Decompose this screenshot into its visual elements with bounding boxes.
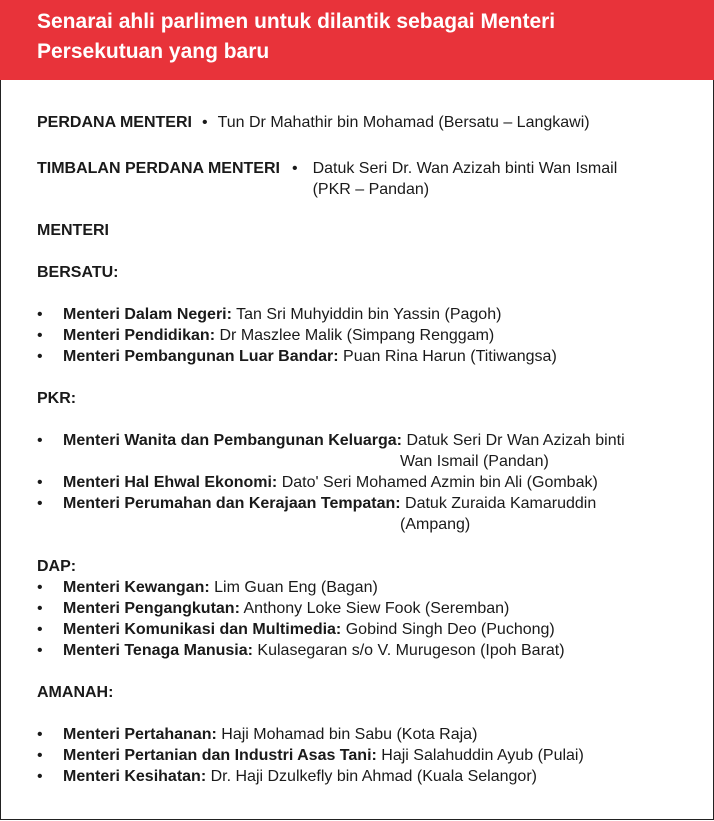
pkr-list: [37, 430, 697, 535]
list-item: [37, 346, 697, 367]
list-item: [37, 598, 697, 619]
page-title: Senarai ahli parlimen untuk dilantik sebagai Menteri Persekutuan yang baru: [37, 10, 556, 63]
list-item: [37, 304, 697, 325]
bersatu-heading: BERSATU:: [37, 264, 119, 281]
minister-name: Dr Maszlee Malik (Simpang Renggam): [219, 327, 495, 344]
bullet: •: [37, 474, 43, 491]
header-banner: [0, 0, 714, 80]
role-label: Menteri Hal Ehwal Ekonomi:: [63, 474, 278, 491]
role-label: Menteri Wanita dan Pembangunan Keluarga:: [63, 432, 403, 449]
pm-row: [37, 112, 697, 133]
list-item: [37, 325, 697, 346]
bullet: •: [37, 600, 43, 617]
role-label: Menteri Pengangkutan:: [63, 600, 240, 617]
pm-label: PERDANA MENTERI: [37, 114, 192, 131]
minister-name: Dr. Haji Dzulkefly bin Ahmad (Kuala Selangor): [210, 768, 537, 785]
role-label: Menteri Pendidikan:: [63, 327, 216, 344]
list-item: [37, 577, 697, 598]
bullet: •: [37, 579, 43, 596]
bullet: •: [37, 768, 43, 785]
bullet: •: [37, 432, 43, 449]
list-item: [37, 766, 697, 787]
minister-name: Tan Sri Muhyiddin bin Yassin (Pagoh): [236, 306, 502, 323]
dap-heading: DAP:: [37, 558, 77, 575]
list-item: [37, 619, 697, 640]
bullet: •: [37, 348, 43, 365]
bullet: •: [37, 621, 43, 638]
role-label: Menteri Pembangunan Luar Bandar:: [63, 348, 339, 365]
role-label: Menteri Perumahan dan Kerajaan Tempatan:: [63, 495, 401, 512]
minister-name: Haji Mohamad bin Sabu (Kota Raja): [221, 726, 478, 743]
menteri-heading: MENTERI: [37, 222, 109, 239]
minister-name: Datuk Seri Dr Wan Azizah binti: [406, 432, 625, 449]
dpm-name-line2: (PKR – Pandan): [312, 181, 430, 198]
dpm-name-line1: Datuk Seri Dr. Wan Azizah binti Wan Ismail: [312, 160, 618, 177]
list-item: [37, 724, 697, 745]
minister-name-cont: (Ampang): [400, 516, 471, 533]
bullet: •: [37, 327, 43, 344]
role-label: Menteri Dalam Negeri:: [63, 306, 232, 323]
list-item: [37, 745, 697, 766]
bullet: •: [37, 306, 43, 323]
bullet: •: [37, 642, 43, 659]
minister-list: [37, 112, 697, 787]
bullet: •: [37, 747, 43, 764]
dap-list: [37, 577, 697, 661]
bullet: •: [37, 726, 43, 743]
pm-name: Tun Dr Mahathir bin Mohamad (Bersatu – Langkawi): [217, 114, 590, 131]
minister-name: Anthony Loke Siew Fook (Seremban): [243, 600, 510, 617]
role-label: Menteri Kewangan:: [63, 579, 210, 596]
bullet: •: [37, 495, 43, 512]
minister-name: Puan Rina Harun (Titiwangsa): [343, 348, 557, 365]
dpm-label: TIMBALAN PERDANA MENTERI: [37, 160, 280, 177]
bullet: •: [201, 114, 208, 131]
role-label: Menteri Komunikasi dan Multimedia:: [63, 621, 342, 638]
minister-name: Gobind Singh Deo (Puchong): [345, 621, 555, 638]
dpm-row: [37, 158, 697, 200]
minister-name: Dato' Seri Mohamed Azmin bin Ali (Gombak): [281, 474, 598, 491]
minister-name: Lim Guan Eng (Bagan): [214, 579, 378, 596]
amanah-list: [37, 724, 697, 787]
role-label: Menteri Pertahanan:: [63, 726, 217, 743]
role-label: Menteri Tenaga Manusia:: [63, 642, 253, 659]
minister-name: Haji Salahuddin Ayub (Pulai): [381, 747, 584, 764]
minister-name-cont: Wan Ismail (Pandan): [400, 453, 549, 470]
role-label: Menteri Pertanian dan Industri Asas Tani:: [63, 747, 377, 764]
list-item: [37, 430, 697, 451]
bullet: •: [291, 160, 298, 177]
role-label: Menteri Kesihatan:: [63, 768, 207, 785]
pkr-heading: PKR:: [37, 390, 77, 407]
list-item: [37, 640, 697, 661]
list-item: [37, 472, 697, 493]
minister-name: Datuk Zuraida Kamaruddin: [405, 495, 597, 512]
list-item: [37, 493, 697, 514]
dpm-name: [313, 158, 618, 200]
bersatu-list: [37, 304, 697, 367]
minister-name: Kulasegaran s/o V. Murugeson (Ipoh Barat): [257, 642, 565, 659]
amanah-heading: AMANAH:: [37, 684, 114, 701]
